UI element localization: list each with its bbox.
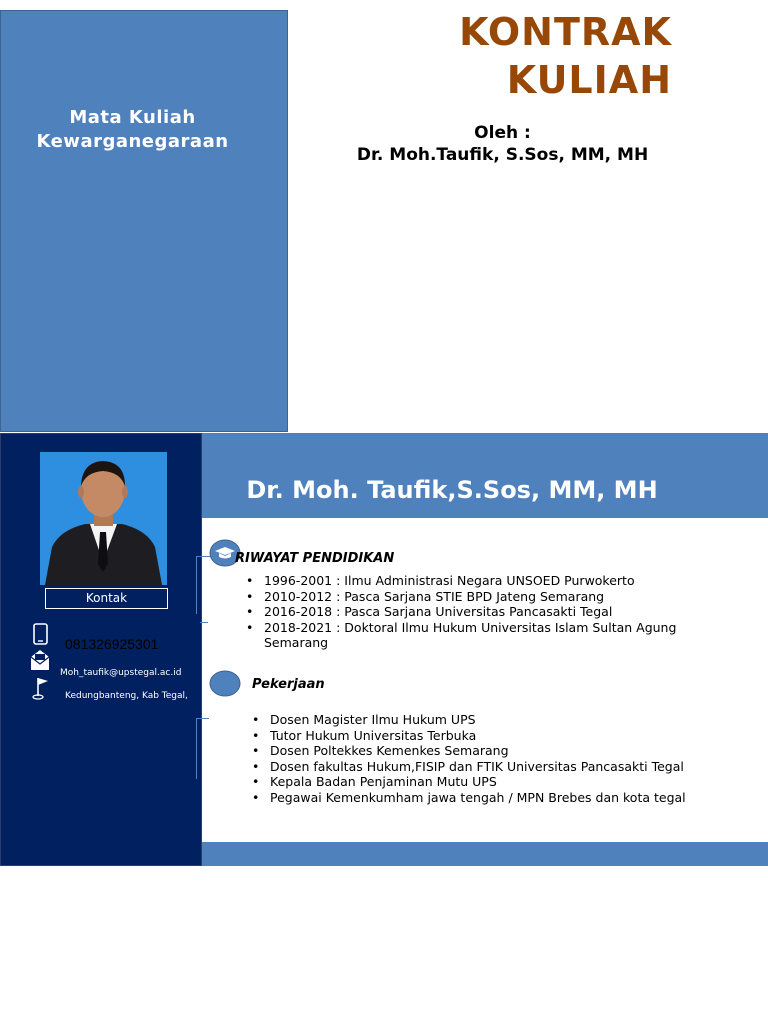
author-block [320,122,685,166]
title-line-1: KONTRAK [459,10,672,54]
location-flag-icon [32,676,50,700]
profile-name: Dr. Moh. Taufik,S.Sos, MM, MH [246,476,658,504]
contact-phone: 081326925301 [65,636,159,652]
contact-email: Moh_taufik@upstegal.ac.id [60,668,182,678]
work-item: • Dosen Poltekkes Kemenkes Semarang [270,743,690,759]
contact-label: Kontak [45,588,168,609]
work-list [270,712,690,805]
education-title: RIWAYAT PENDIDIKAN [235,551,395,566]
title-side-panel [0,10,288,432]
work-title: Pekerjaan [252,677,325,692]
by-label: Oleh : [474,123,531,143]
work-item: • Dosen fakultas Hukum,FISIP dan FTIK Universitas Pancasakti Tegal [270,759,690,775]
course-name: Mata Kuliah Kewarganegaraan [36,107,229,152]
profile-photo [40,452,167,585]
lecturer-name: Dr. Moh.Taufik, S.Sos, MM, MH [356,145,649,165]
education-item: • 2018-2021 : Doktoral Ilmu Hukum Universitas Islam Sultan Agung Semarang [264,620,704,651]
timeline-connector [200,622,208,623]
phone-icon [32,623,50,645]
envelope-icon [30,649,50,671]
work-item: • Kepala Badan Penjaminan Mutu UPS [270,774,690,790]
work-item: • Pegawai Kemenkumham jawa tengah / MPN Brebes dan kota tegal [270,790,690,806]
work-bullet-circle [209,670,241,697]
work-item: • Dosen Magister Ilmu Hukum UPS [270,712,690,728]
slide-title [459,8,672,104]
contact-address: Kedungbanteng, Kab Tegal, [65,691,188,701]
title-line-2: KULIAH [506,58,672,102]
profile-footer-bar [202,842,768,866]
education-item: • 2016-2018 : Pasca Sarjana Universitas Pancasakti Tegal [264,604,704,620]
education-list [264,573,704,651]
education-item: • 2010-2012 : Pasca Sarjana STIE BPD Jateng Semarang [264,589,704,605]
work-item: • Tutor Hukum Universitas Terbuka [270,728,690,744]
education-item: • 1996-2001 : Ilmu Administrasi Negara UNSOED Purwokerto [264,573,704,589]
work-bracket [196,718,209,779]
